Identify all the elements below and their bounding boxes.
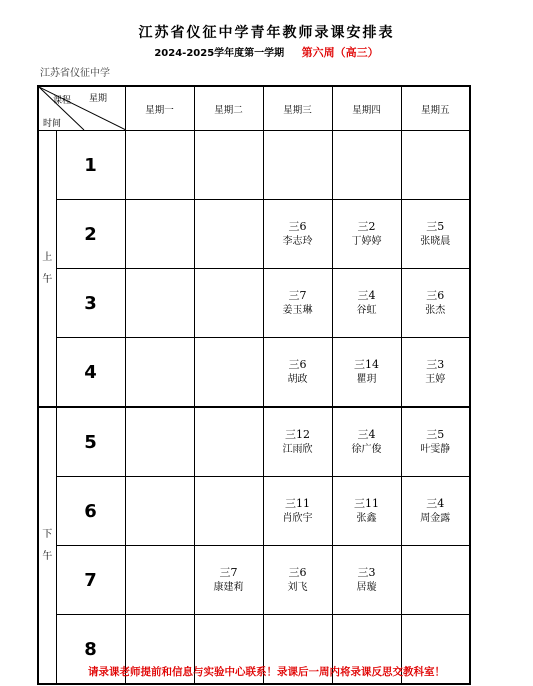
schedule-cell <box>401 477 470 546</box>
teacher-name: 张杰 <box>425 305 446 316</box>
class-label: 三12 <box>285 428 310 441</box>
schedule-cell <box>125 407 194 477</box>
schedule-cell <box>401 200 470 269</box>
schedule-cell <box>332 200 401 269</box>
class-label: 三4 <box>426 497 445 510</box>
period-row <box>38 477 470 546</box>
period-row <box>38 546 470 615</box>
class-label: 三2 <box>357 220 376 233</box>
school-name: 江苏省仪征中学 <box>40 68 110 79</box>
schedule-cell <box>332 269 401 338</box>
schedule-cell <box>125 200 194 269</box>
schedule-cell <box>194 546 263 615</box>
schedule-cell <box>194 269 263 338</box>
teacher-name: 谷虹 <box>356 305 377 316</box>
period-number: 8 <box>56 615 125 685</box>
day-header: 星期五 <box>401 86 470 131</box>
period-number: 2 <box>56 200 125 269</box>
period-number: 6 <box>56 477 125 546</box>
day-header: 星期一 <box>125 86 194 131</box>
class-label: 三6 <box>426 289 445 302</box>
teacher-name: 张鑫 <box>356 513 377 524</box>
schedule-cell <box>401 338 470 408</box>
schedule-cell <box>332 477 401 546</box>
teacher-name: 胡政 <box>287 374 308 385</box>
schedule-cell <box>332 338 401 408</box>
teacher-name: 康建莉 <box>213 582 244 593</box>
schedule-cell <box>125 269 194 338</box>
schedule-cell <box>332 131 401 200</box>
afternoon-label <box>38 407 56 684</box>
schedule-cell <box>194 338 263 408</box>
corner-lesson-label <box>53 93 71 106</box>
class-label: 三7 <box>219 566 238 579</box>
corner-time-text: 时间 <box>43 119 62 129</box>
class-label: 三5 <box>426 428 445 441</box>
schedule-cell <box>194 200 263 269</box>
header-row <box>38 86 470 131</box>
teacher-name: 肖欣宇 <box>282 513 313 524</box>
schedule-cell <box>401 407 470 477</box>
class-label: 三3 <box>426 358 445 371</box>
teacher-name: 王婷 <box>425 374 446 385</box>
schedule-cell <box>125 131 194 200</box>
period-number: 1 <box>56 131 125 200</box>
teacher-name: 姜玉琳 <box>282 305 313 316</box>
period-number: 4 <box>56 338 125 408</box>
page-subtitle <box>0 44 533 60</box>
schedule-cell <box>263 407 332 477</box>
morning-label <box>38 131 56 408</box>
teacher-name: 周金露 <box>420 513 451 524</box>
page-title: 江苏省仪征中学青年教师录课安排表 <box>138 25 395 41</box>
schedule-cell <box>263 338 332 408</box>
teacher-name: 江雨欣 <box>282 444 313 455</box>
teacher-name: 叶雯静 <box>420 444 451 455</box>
day-header: 星期二 <box>194 86 263 131</box>
day-header: 星期四 <box>332 86 401 131</box>
class-label: 三14 <box>354 358 379 371</box>
class-label: 三6 <box>288 220 307 233</box>
schedule-cell <box>263 269 332 338</box>
schedule-cell <box>263 546 332 615</box>
corner-time-label <box>43 116 61 129</box>
corner-lesson-text: 课程 <box>53 96 72 106</box>
class-label: 三3 <box>357 566 376 579</box>
class-label: 三6 <box>288 358 307 371</box>
class-label: 三11 <box>354 497 379 510</box>
schedule-cell <box>401 546 470 615</box>
teacher-name: 张晓晨 <box>420 236 451 247</box>
teacher-name: 李志玲 <box>282 236 313 247</box>
period-row <box>38 338 470 408</box>
schedule-cell <box>194 407 263 477</box>
schedule-cell <box>332 546 401 615</box>
schedule-cell <box>194 477 263 546</box>
corner-day-label <box>89 91 107 104</box>
period-number: 5 <box>56 407 125 477</box>
schedule-cell <box>401 131 470 200</box>
term-label: 2024-2025学年度第一学期 <box>154 48 285 59</box>
schedule-cell <box>332 407 401 477</box>
period-row <box>38 269 470 338</box>
teacher-name: 瞿玥 <box>356 374 377 385</box>
schedule-cell <box>263 131 332 200</box>
class-label: 三5 <box>426 220 445 233</box>
corner-day-text: 星期 <box>89 94 108 104</box>
schedule-table <box>37 85 471 685</box>
schedule-cell <box>125 477 194 546</box>
class-label: 三11 <box>285 497 310 510</box>
day-header: 星期三 <box>263 86 332 131</box>
schedule-cell <box>125 546 194 615</box>
period-number: 7 <box>56 546 125 615</box>
schedule-cell <box>263 477 332 546</box>
class-label: 三4 <box>357 289 376 302</box>
schedule-cell <box>263 200 332 269</box>
teacher-name: 徐广俊 <box>351 444 382 455</box>
corner-cell <box>38 86 125 131</box>
half-day-text: 上 午 <box>42 251 53 285</box>
period-number: 3 <box>56 269 125 338</box>
period-row <box>38 200 470 269</box>
teacher-name: 丁婷婷 <box>351 236 382 247</box>
teacher-name: 居璇 <box>356 582 377 593</box>
schedule-cell <box>401 269 470 338</box>
class-label: 三4 <box>357 428 376 441</box>
period-row <box>38 407 470 477</box>
week-label: 第六周（高三） <box>301 46 379 59</box>
teacher-name: 刘飞 <box>287 582 308 593</box>
schedule-cell <box>194 131 263 200</box>
footer-notice: 请录课老师提前和信息与实验中心联系！录课后一周内将录课反思交教科室！ <box>88 666 445 678</box>
schedule-cell <box>125 338 194 408</box>
class-label: 三6 <box>288 566 307 579</box>
half-day-text: 下 午 <box>42 528 53 562</box>
period-row <box>38 131 470 200</box>
class-label: 三7 <box>288 289 307 302</box>
